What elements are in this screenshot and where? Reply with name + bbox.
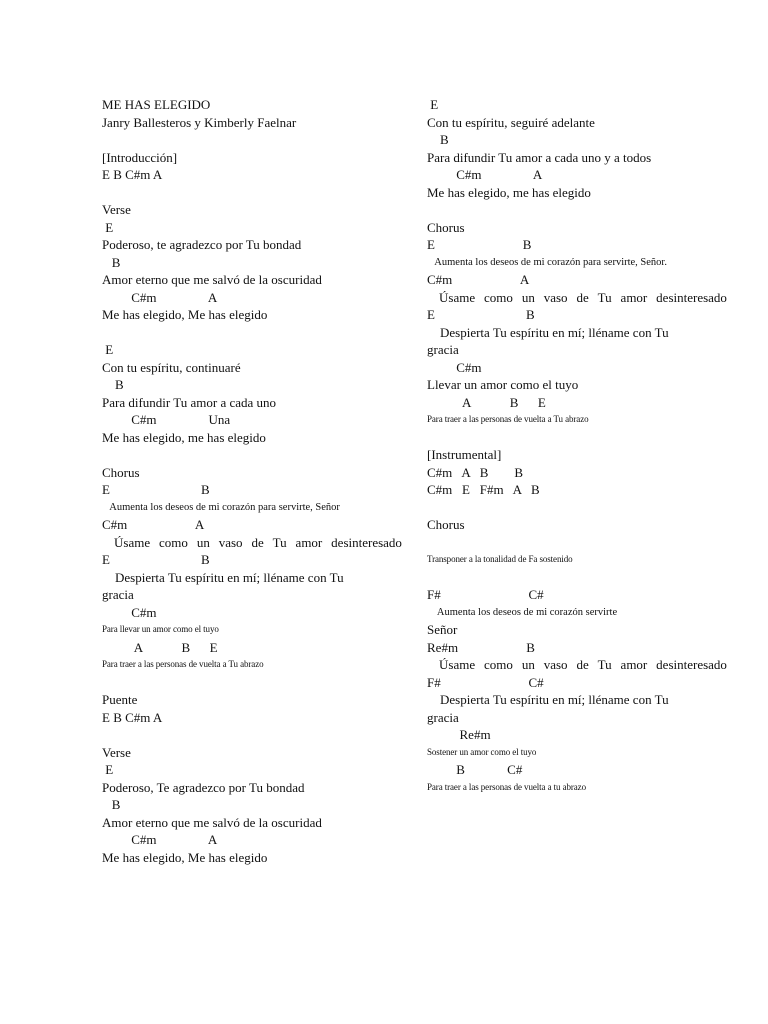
left-line: Verse	[102, 202, 131, 217]
word: Tu	[597, 657, 612, 672]
word: de	[576, 657, 589, 672]
right-line: Transponer a la tonalidad de Fa sostenido	[427, 554, 573, 564]
left-line: Despierta Tu espíritu en mí; lléname con Tu	[102, 569, 344, 585]
left-line: C#m	[102, 604, 157, 620]
word: desinteresado	[656, 657, 727, 672]
left-line: C#m Una	[102, 412, 231, 427]
right-line	[427, 289, 727, 307]
right-line: Señor	[427, 622, 458, 637]
word: un	[521, 657, 535, 672]
right-line: B C#	[427, 762, 523, 777]
right-line: Re#m B	[427, 639, 535, 655]
right-line: B	[427, 132, 449, 147]
right-line: Para traer a las personas de vuelta a tu abrazo	[427, 781, 586, 792]
right-line: E B	[427, 307, 535, 322]
left-line: E B C#m A	[102, 167, 163, 182]
right-line	[427, 656, 727, 674]
left-line: E B	[102, 552, 210, 567]
word: desinteresado	[656, 289, 727, 305]
right-line: gracia	[427, 342, 459, 357]
right-line: Sostener un amor como el tuyo	[427, 746, 537, 757]
left-line	[102, 184, 402, 202]
right-line: Llevar un amor como el tuyo	[427, 377, 579, 392]
right-line	[427, 429, 727, 447]
left-line: Amor eterno que me salvó de la oscuridad	[102, 272, 322, 287]
right-line: [Instrumental]	[427, 447, 502, 462]
left-line: Janry Ballesteros y Kimberly Faelnar	[102, 114, 297, 130]
right-line: gracia	[427, 709, 459, 725]
right-line: Para difundir Tu amor a cada uno y a todos	[427, 149, 652, 165]
right-line: Despierta Tu espíritu en mí; lléname con Tu	[427, 692, 669, 707]
right-line: Despierta Tu espíritu en mí; lléname con Tu	[427, 324, 669, 340]
right-line: F# C#	[427, 674, 544, 690]
left-line: C#m A	[102, 289, 218, 305]
right-line: Aumenta los deseos de mi corazón para servirte, Señor.	[427, 256, 667, 268]
right-line: Chorus	[427, 517, 465, 532]
left-line	[102, 131, 402, 149]
left-line: Para difundir Tu amor a cada uno	[102, 394, 277, 410]
word: como	[484, 289, 513, 305]
left-line: Verse	[102, 744, 131, 760]
word: de	[251, 534, 264, 550]
right-line: Me has elegido, me has elegido	[427, 184, 591, 200]
right-line	[427, 499, 727, 517]
left-line: C#m A	[102, 832, 218, 847]
left-line	[102, 674, 402, 692]
right-line: C#m A	[427, 272, 530, 287]
left-line: gracia	[102, 587, 134, 602]
word: Tu	[272, 534, 287, 550]
word: de	[576, 289, 589, 305]
left-line: Poderoso, te agradezco por Tu bondad	[102, 237, 302, 252]
word: Tu	[597, 289, 612, 305]
left-line: C#m A	[102, 517, 205, 532]
word: vaso	[543, 289, 568, 305]
right-line: A B E	[427, 394, 546, 410]
word: amor	[620, 657, 648, 672]
left-line: ME HAS ELEGIDO	[102, 97, 211, 112]
word: Úsame	[439, 289, 476, 305]
left-line: B	[102, 797, 121, 812]
left-line	[102, 726, 402, 744]
left-line: Me has elegido, Me has elegido	[102, 849, 268, 865]
word: un	[196, 534, 210, 550]
right-line: Para traer a las personas de vuelta a Tu abrazo	[427, 414, 589, 424]
word: desinteresado	[331, 534, 402, 550]
right-line	[427, 201, 727, 219]
left-line: Amor eterno que me salvó de la oscuridad	[102, 814, 322, 830]
right-line: Chorus	[427, 219, 465, 235]
right-line: C#m A	[427, 167, 543, 182]
right-line: F# C#	[427, 587, 544, 602]
right-line	[427, 569, 727, 587]
right-line: C#m	[427, 359, 482, 375]
word: un	[521, 289, 535, 305]
word: vaso	[218, 534, 243, 550]
left-line	[102, 324, 402, 342]
right-line: E	[427, 97, 439, 112]
right-line: Re#m	[427, 727, 491, 742]
left-line: A B E	[102, 639, 218, 655]
right-line: Con tu espíritu, seguiré adelante	[427, 114, 595, 130]
left-line: Poderoso, Te agradezco por Tu bondad	[102, 779, 305, 795]
left-line: Aumenta los deseos de mi corazón para servirte, Señor	[102, 501, 340, 513]
right-line: Aumenta los deseos de mi corazón servirte	[427, 606, 618, 618]
word: Úsame	[439, 657, 476, 672]
left-line: B	[102, 254, 121, 270]
right-line: C#m E F#m A B	[427, 482, 540, 497]
left-line: Para llevar un amor como el tuyo	[102, 624, 219, 634]
left-line: [Introducción]	[102, 149, 178, 165]
right-line: E B	[427, 237, 532, 252]
word: Úsame	[114, 534, 151, 550]
word: como	[484, 657, 513, 672]
left-line: E	[102, 762, 114, 777]
word: amor	[620, 289, 648, 305]
right-line: C#m A B B	[427, 464, 524, 480]
left-column	[102, 96, 402, 866]
left-line: E B C#m A	[102, 709, 163, 725]
left-line: Con tu espíritu, continuaré	[102, 359, 241, 375]
left-line: Me has elegido, me has elegido	[102, 429, 266, 445]
word: vaso	[543, 657, 568, 672]
left-line	[102, 446, 402, 464]
right-column	[427, 96, 727, 796]
right-line	[427, 534, 727, 552]
word: amor	[295, 534, 323, 550]
left-line: E B	[102, 482, 210, 497]
left-line	[102, 534, 402, 552]
left-line: E	[102, 219, 114, 235]
left-line: E	[102, 342, 114, 357]
word: como	[159, 534, 188, 550]
left-line: Puente	[102, 692, 138, 707]
left-line: Chorus	[102, 464, 140, 480]
left-line: B	[102, 377, 124, 392]
left-line: Para traer a las personas de vuelta a Tu abrazo	[102, 659, 264, 669]
left-line: Me has elegido, Me has elegido	[102, 307, 268, 322]
